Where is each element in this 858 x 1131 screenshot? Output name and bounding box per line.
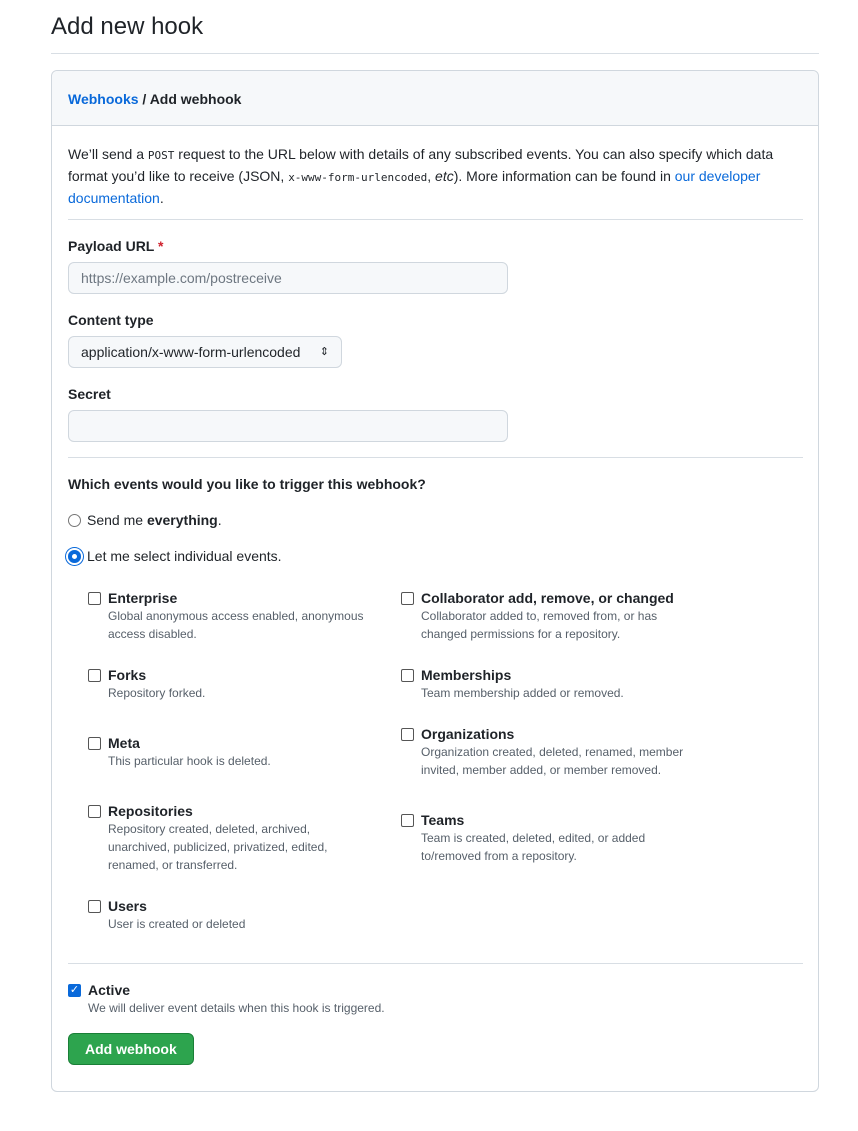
event-title: Enterprise bbox=[108, 590, 178, 606]
active-checkbox-row[interactable] bbox=[68, 981, 568, 1017]
divider bbox=[51, 53, 819, 54]
breadcrumb bbox=[52, 71, 818, 126]
radio-selected-icon[interactable] bbox=[68, 550, 81, 563]
event-title: Users bbox=[108, 898, 147, 914]
intro-text-part: etc bbox=[435, 168, 454, 184]
checkbox[interactable] bbox=[88, 900, 101, 913]
secret-label: Secret bbox=[68, 386, 111, 402]
intro-text-part: request to the URL below with details of any subscribed events. You can also specify which data format you’d like to receive (JSON, bbox=[68, 146, 774, 184]
secret-input[interactable] bbox=[68, 410, 508, 442]
checkbox[interactable] bbox=[401, 814, 414, 827]
event-repositories[interactable] bbox=[88, 802, 358, 874]
radio-label: Let me select individual events. bbox=[87, 548, 282, 564]
divider bbox=[68, 219, 803, 220]
active-label: Active bbox=[88, 982, 131, 998]
event-desc: Repository created, deleted, archived, unarchived, publicized, privatized, edited, renamed, or transferred. bbox=[108, 822, 328, 872]
event-desc: Team is created, deleted, edited, or added to/removed from a repository. bbox=[421, 831, 646, 863]
breadcrumb-webhooks-link[interactable]: Webhooks bbox=[68, 91, 139, 107]
event-desc: Collaborator added to, removed from, or has changed permissions for a repository. bbox=[421, 609, 658, 641]
active-desc: We will deliver event details when this hook is triggered. bbox=[88, 1001, 385, 1015]
intro-text-part: , bbox=[427, 168, 436, 184]
checkbox[interactable] bbox=[401, 728, 414, 741]
event-title: Memberships bbox=[421, 667, 512, 683]
radio-label: Send me bbox=[87, 512, 147, 528]
page-title: Add new hook bbox=[51, 13, 204, 40]
intro-code-format: x-www-form-urlencoded bbox=[288, 171, 428, 184]
event-desc: This particular hook is deleted. bbox=[108, 754, 271, 768]
payload-url-label bbox=[68, 238, 163, 254]
intro-text-part: . bbox=[159, 190, 164, 206]
checkbox[interactable] bbox=[88, 592, 101, 605]
content-type-select[interactable] bbox=[68, 336, 342, 368]
event-memberships[interactable] bbox=[401, 666, 701, 702]
intro-text bbox=[68, 144, 808, 209]
event-desc: Global anonymous access enabled, anonymous access disabled. bbox=[108, 609, 364, 641]
intro-code-post: POST bbox=[147, 149, 175, 162]
checkbox-checked-icon[interactable]: ✓ bbox=[69, 984, 80, 996]
event-teams[interactable] bbox=[401, 811, 691, 865]
radio-select-individual[interactable] bbox=[68, 548, 282, 564]
event-title: Organizations bbox=[421, 726, 515, 742]
divider bbox=[68, 457, 803, 458]
payload-url-label-text: Payload URL bbox=[68, 238, 155, 254]
radio-icon[interactable] bbox=[68, 514, 81, 527]
divider bbox=[68, 963, 803, 964]
payload-url-input[interactable]: https://example.com/postreceive bbox=[68, 262, 508, 294]
webhook-form-box bbox=[51, 70, 819, 1092]
content-type-value: application/x-www-form-urlencoded bbox=[81, 344, 301, 360]
intro-text-part: ). More information can be found in bbox=[453, 168, 675, 184]
radio-label: . bbox=[217, 512, 222, 528]
event-title: Repositories bbox=[108, 803, 193, 819]
radio-send-everything[interactable] bbox=[68, 512, 222, 528]
events-question: Which events would you like to trigger this webhook? bbox=[68, 476, 426, 492]
event-title: Teams bbox=[421, 812, 465, 828]
event-title: Collaborator add, remove, or changed bbox=[421, 590, 674, 606]
radio-label-bold: everything bbox=[146, 512, 218, 528]
event-desc: User is created or deleted bbox=[108, 917, 246, 931]
developer-docs-link[interactable]: our developer documentation bbox=[68, 168, 761, 206]
checkbox[interactable] bbox=[401, 592, 414, 605]
checkbox[interactable] bbox=[88, 805, 101, 818]
breadcrumb-current: Add webhook bbox=[149, 91, 242, 107]
breadcrumb-separator: / bbox=[138, 91, 150, 107]
event-organizations[interactable] bbox=[401, 725, 701, 779]
event-desc: Repository forked. bbox=[108, 686, 206, 700]
content-type-label: Content type bbox=[68, 312, 154, 328]
add-webhook-button[interactable]: Add webhook bbox=[68, 1033, 194, 1065]
checkbox[interactable] bbox=[401, 669, 414, 682]
checkbox[interactable] bbox=[88, 737, 101, 750]
event-title: Forks bbox=[108, 667, 147, 683]
event-enterprise[interactable] bbox=[88, 589, 378, 643]
event-collaborator[interactable] bbox=[401, 589, 701, 643]
intro-text-part: We’ll send a bbox=[68, 146, 148, 162]
event-desc: Team membership added or removed. bbox=[421, 686, 624, 700]
event-desc: Organization created, deleted, renamed, member invited, member added, or member removed. bbox=[421, 745, 684, 777]
event-forks[interactable] bbox=[88, 666, 378, 702]
checkbox[interactable] bbox=[88, 669, 101, 682]
event-meta[interactable] bbox=[88, 734, 378, 770]
event-users[interactable] bbox=[88, 897, 378, 933]
select-arrows-icon: ⇕ bbox=[319, 346, 329, 358]
required-marker: * bbox=[158, 238, 164, 254]
event-title: Meta bbox=[108, 735, 140, 751]
